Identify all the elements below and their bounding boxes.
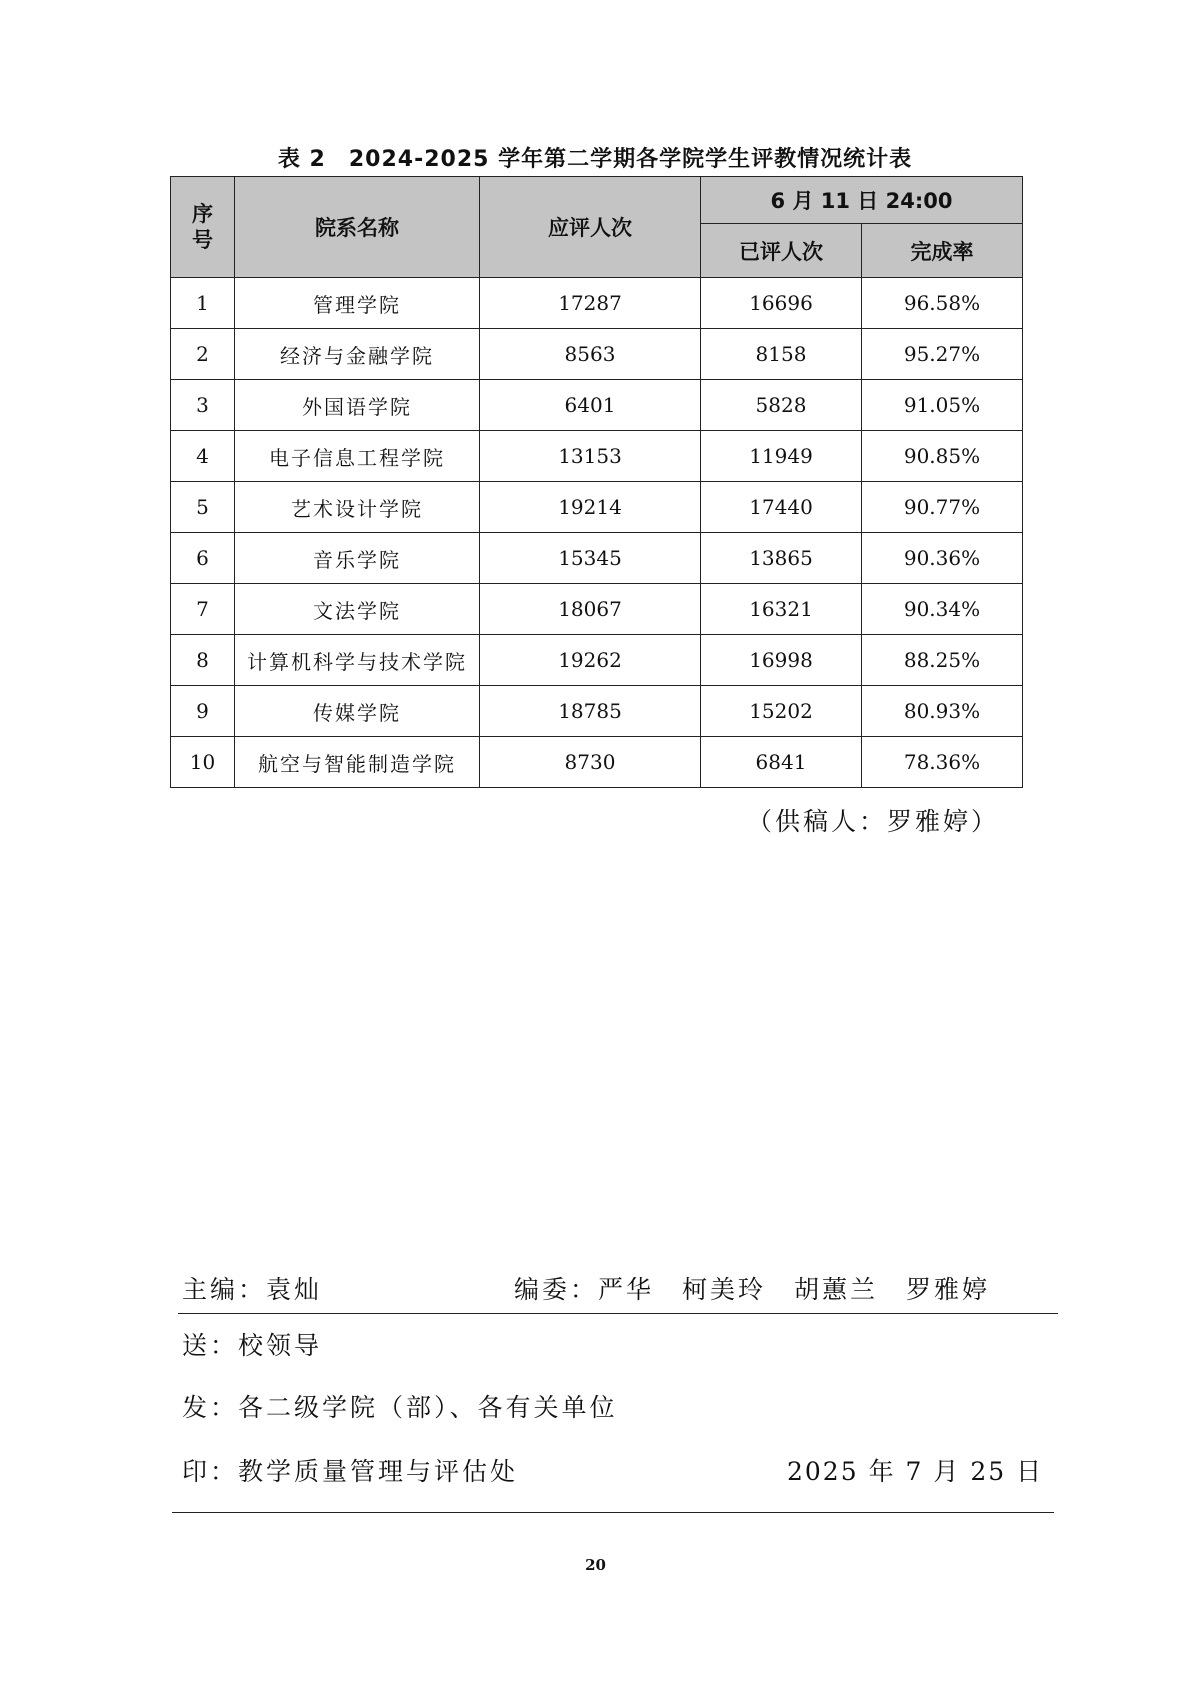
table-row bbox=[171, 380, 1023, 431]
cell-expected: 13153 bbox=[480, 431, 701, 482]
footer-send-to: 送：校领导 bbox=[182, 1331, 323, 1360]
header-name: 院系名称 bbox=[235, 177, 480, 278]
footer-editor: 主编：袁灿 bbox=[182, 1275, 323, 1304]
cell-expected: 8730 bbox=[480, 737, 701, 788]
cell-expected: 18785 bbox=[480, 686, 701, 737]
cell-rate: 78.36% bbox=[862, 737, 1023, 788]
table-caption: 表 2 2024-2025 学年第二学期各学院学生评教情况统计表 bbox=[277, 147, 913, 172]
cell-name: 音乐学院 bbox=[235, 533, 480, 584]
cell-done: 13865 bbox=[701, 533, 862, 584]
cell-rate: 90.36% bbox=[862, 533, 1023, 584]
cell-expected: 19214 bbox=[480, 482, 701, 533]
table-row bbox=[171, 635, 1023, 686]
table-row bbox=[171, 737, 1023, 788]
cell-name: 管理学院 bbox=[235, 278, 480, 329]
cell-seq: 9 bbox=[171, 686, 235, 737]
table-row bbox=[171, 686, 1023, 737]
cell-rate: 96.58% bbox=[862, 278, 1023, 329]
cell-rate: 90.34% bbox=[862, 584, 1023, 635]
cell-done: 11949 bbox=[701, 431, 862, 482]
cell-seq: 3 bbox=[171, 380, 235, 431]
page-number: 20 bbox=[585, 1556, 606, 1574]
cell-name: 艺术设计学院 bbox=[235, 482, 480, 533]
cell-seq: 6 bbox=[171, 533, 235, 584]
cell-name: 经济与金融学院 bbox=[235, 329, 480, 380]
cell-rate: 95.27% bbox=[862, 329, 1023, 380]
cell-seq: 5 bbox=[171, 482, 235, 533]
cell-done: 17440 bbox=[701, 482, 862, 533]
cell-name: 电子信息工程学院 bbox=[235, 431, 480, 482]
contributor-note: （供稿人：罗雅婷） bbox=[746, 807, 999, 836]
table-row bbox=[171, 584, 1023, 635]
table-row bbox=[171, 329, 1023, 380]
footer-divider-top bbox=[178, 1313, 1058, 1314]
header-seq-text: 序号 bbox=[192, 202, 213, 252]
cell-rate: 91.05% bbox=[862, 380, 1023, 431]
table-row bbox=[171, 431, 1023, 482]
cell-name: 航空与智能制造学院 bbox=[235, 737, 480, 788]
table-row bbox=[171, 278, 1023, 329]
cell-seq: 8 bbox=[171, 635, 235, 686]
table-row bbox=[171, 533, 1023, 584]
cell-expected: 6401 bbox=[480, 380, 701, 431]
cell-name: 文法学院 bbox=[235, 584, 480, 635]
footer-date: 2025 年 7 月 25 日 bbox=[787, 1457, 1044, 1486]
cell-name: 外国语学院 bbox=[235, 380, 480, 431]
cell-done: 5828 bbox=[701, 380, 862, 431]
table-row bbox=[171, 482, 1023, 533]
footer-committee: 编委：严华 柯美玲 胡蕙兰 罗雅婷 bbox=[514, 1275, 991, 1304]
header-done: 已评人次 bbox=[701, 224, 862, 278]
cell-seq: 4 bbox=[171, 431, 235, 482]
header-rate: 完成率 bbox=[862, 224, 1023, 278]
table-header-row bbox=[171, 177, 1023, 224]
cell-done: 8158 bbox=[701, 329, 862, 380]
footer-divider-bottom bbox=[172, 1512, 1054, 1513]
cell-expected: 15345 bbox=[480, 533, 701, 584]
cell-done: 16321 bbox=[701, 584, 862, 635]
cell-done: 16696 bbox=[701, 278, 862, 329]
cell-done: 16998 bbox=[701, 635, 862, 686]
cell-name: 传媒学院 bbox=[235, 686, 480, 737]
cell-seq: 1 bbox=[171, 278, 235, 329]
cell-expected: 17287 bbox=[480, 278, 701, 329]
cell-rate: 80.93% bbox=[862, 686, 1023, 737]
cell-done: 6841 bbox=[701, 737, 862, 788]
cell-expected: 18067 bbox=[480, 584, 701, 635]
cell-done: 15202 bbox=[701, 686, 862, 737]
header-deadline: 6 月 11 日 24:00 bbox=[701, 177, 1023, 224]
footer-distribute: 发：各二级学院（部）、各有关单位 bbox=[182, 1393, 618, 1422]
cell-rate: 90.85% bbox=[862, 431, 1023, 482]
header-expected: 应评人次 bbox=[480, 177, 701, 278]
footer-printer: 印：教学质量管理与评估处 bbox=[182, 1457, 519, 1486]
cell-rate: 90.77% bbox=[862, 482, 1023, 533]
cell-name: 计算机科学与技术学院 bbox=[235, 635, 480, 686]
cell-rate: 88.25% bbox=[862, 635, 1023, 686]
cell-seq: 10 bbox=[171, 737, 235, 788]
cell-seq: 7 bbox=[171, 584, 235, 635]
header-seq bbox=[171, 177, 235, 278]
evaluation-stats-table bbox=[170, 176, 1023, 788]
cell-seq: 2 bbox=[171, 329, 235, 380]
cell-expected: 19262 bbox=[480, 635, 701, 686]
cell-expected: 8563 bbox=[480, 329, 701, 380]
